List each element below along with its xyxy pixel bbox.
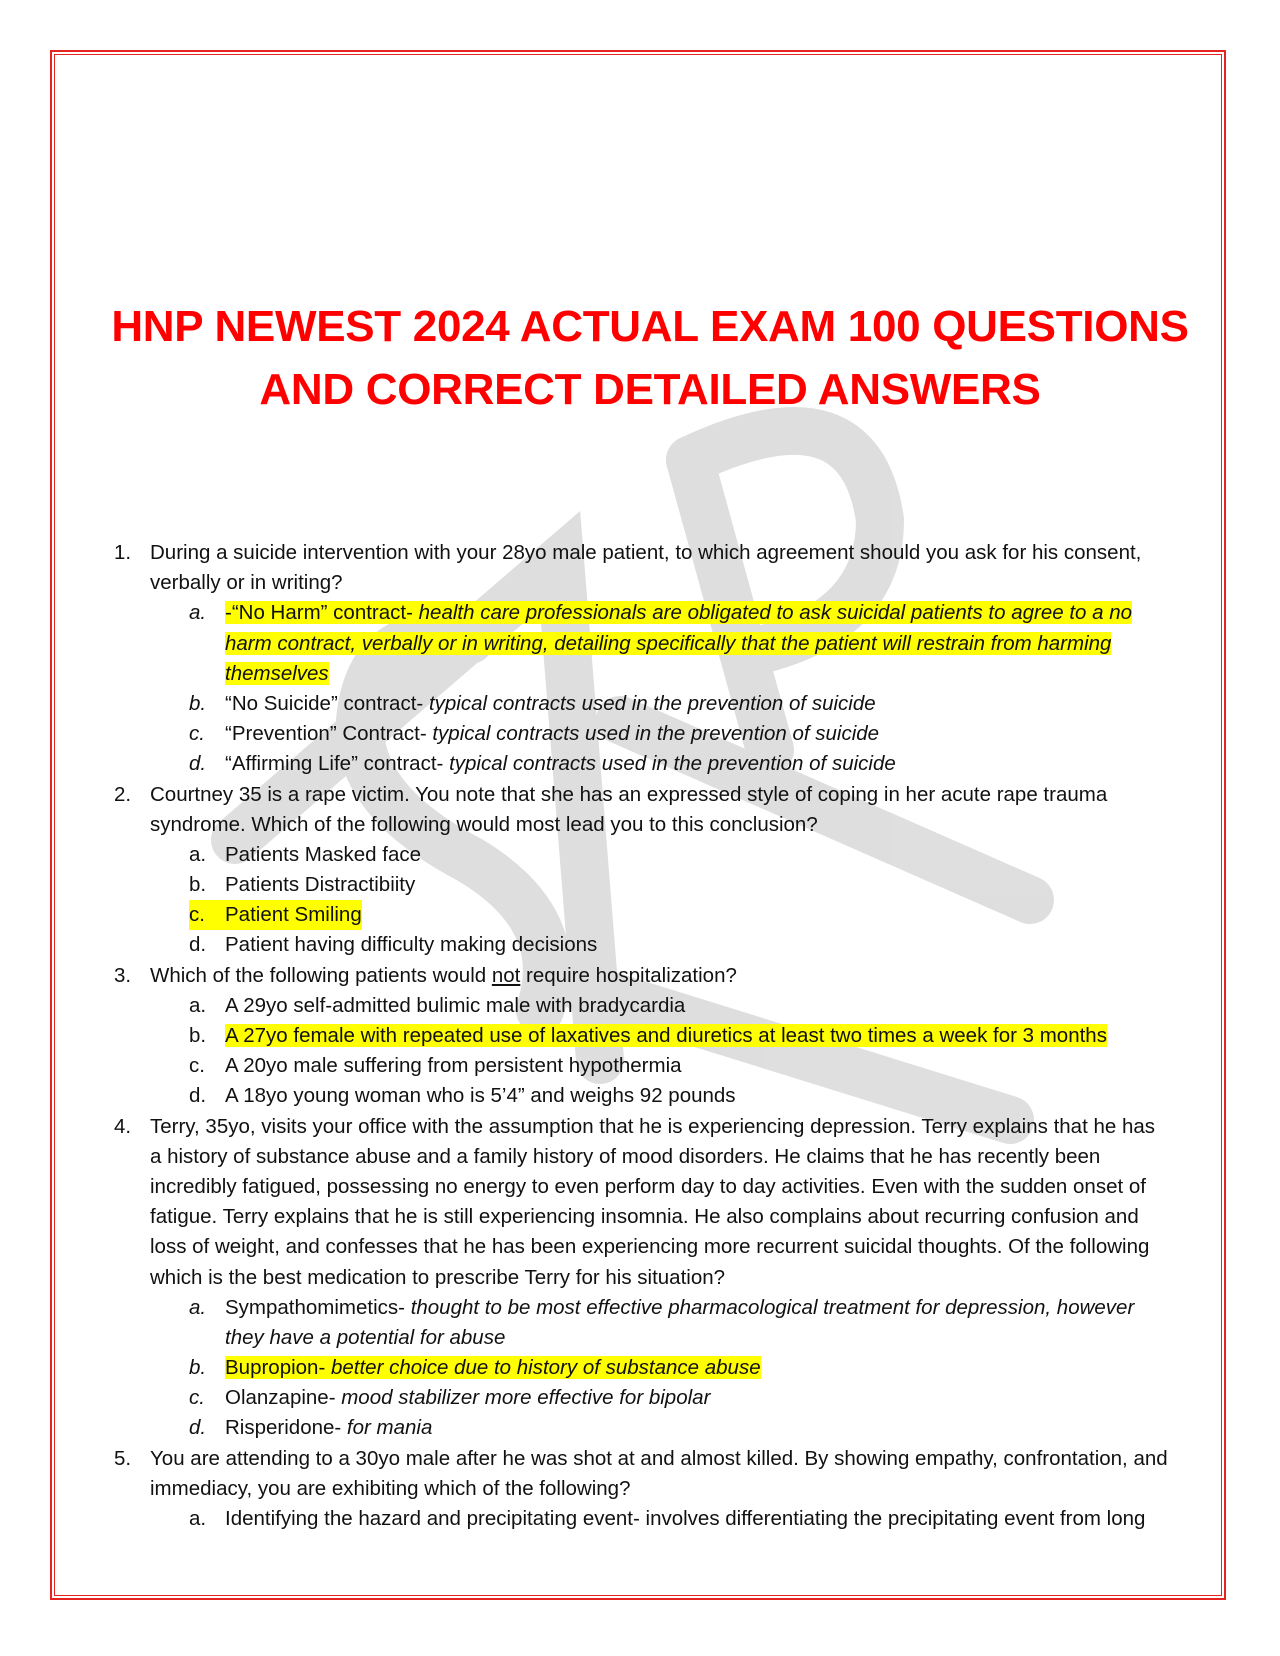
option-letter: a. xyxy=(189,1295,207,1319)
option-letter: c. xyxy=(189,1386,205,1410)
text-segment: A 29yo self-admitted bulimic male with bradycardia xyxy=(225,993,686,1017)
option-text xyxy=(225,1504,1145,1534)
text-segment: which is the best medication to prescribe Terry for his situation? xyxy=(150,1265,726,1289)
option-letter: d. xyxy=(189,1084,207,1108)
question-text xyxy=(150,538,1141,568)
text-underlined: not xyxy=(491,963,521,987)
question-stem-line xyxy=(0,1263,1280,1293)
option-letter: b. xyxy=(189,1356,207,1380)
option-text xyxy=(225,1051,682,1081)
text-segment: “No Suicide” contract- xyxy=(225,691,429,715)
option-text xyxy=(225,689,876,719)
question-text xyxy=(150,1142,1100,1172)
option-letter: d. xyxy=(189,752,207,776)
answer-option-line xyxy=(0,719,1280,749)
text-segment: require hospitalization? xyxy=(520,963,737,987)
question-item xyxy=(0,961,1280,1112)
text-italic: themselves xyxy=(225,661,329,685)
text-segment: -“No Harm” contract- xyxy=(225,601,419,625)
answer-option-line xyxy=(0,930,1280,960)
correct-answer-text xyxy=(225,659,329,689)
questions-list xyxy=(0,538,1280,1534)
question-text xyxy=(150,1202,1139,1232)
option-text xyxy=(225,1323,505,1353)
question-number: 2. xyxy=(114,782,132,806)
text-segment: A 27yo female with repeated use of laxatives and diuretics at least two times a week for 3 months xyxy=(225,1024,1107,1047)
title-line-2: AND CORRECT DETAILED ANSWERS xyxy=(259,365,1041,414)
text-italic: mood stabilizer more effective for bipolar xyxy=(341,1386,711,1410)
question-text xyxy=(150,780,1107,810)
question-number: 5. xyxy=(114,1446,132,1470)
answer-option-line xyxy=(0,1504,1280,1534)
text-italic: typical contracts used in the prevention of suicide xyxy=(428,691,876,715)
document-title xyxy=(60,295,1240,421)
text-segment: A 18yo young woman who is 5’4” and weighs 92 pounds xyxy=(225,1084,736,1108)
text-italic: typical contracts used in the prevention of suicide xyxy=(449,752,896,776)
text-segment: Patient having difficulty making decisions xyxy=(225,933,598,957)
option-text xyxy=(225,719,879,749)
answer-option-line xyxy=(0,689,1280,719)
text-segment: incredibly fatigued, possessing no energy to even perform day to day activities. Even with the sudden onset of xyxy=(150,1174,1146,1198)
question-text xyxy=(150,1112,1155,1142)
text-italic: thought to be most effective pharmacological treatment for depression, however xyxy=(410,1295,1135,1319)
answer-option-line xyxy=(0,991,1280,1021)
question-number: 1. xyxy=(114,541,132,564)
text-italic: health care professionals are obligated to ask suicidal patients to agree to a no xyxy=(418,601,1133,625)
option-letter: d. xyxy=(189,1416,207,1440)
question-stem-line xyxy=(0,1172,1280,1202)
text-segment: Courtney 35 is a rape victim. You note that she has an expressed style of coping in her acute rape trauma xyxy=(150,782,1108,806)
answer-option-line xyxy=(0,870,1280,900)
question-item xyxy=(0,1444,1280,1535)
question-text xyxy=(150,568,343,598)
question-stem-line xyxy=(0,538,1280,568)
option-letter: c. xyxy=(189,722,205,746)
correct-answer-text xyxy=(225,1353,761,1383)
question-text xyxy=(150,1263,725,1293)
correct-answer-text xyxy=(225,629,1111,659)
question-number: 3. xyxy=(114,963,132,987)
option-letter: a. xyxy=(189,601,207,625)
answer-option-line xyxy=(0,598,1280,628)
question-number: 4. xyxy=(114,1114,132,1138)
option-letter: c. xyxy=(189,900,217,930)
option-text xyxy=(225,930,597,960)
text-italic: they have a potential for abuse xyxy=(225,1325,506,1349)
option-text xyxy=(225,1383,710,1413)
option-text xyxy=(225,1413,432,1443)
text-segment: Risperidone- xyxy=(225,1416,347,1440)
text-segment: immediacy, you are exhibiting which of the following? xyxy=(150,1476,631,1500)
option-text xyxy=(225,870,415,900)
answer-option-line xyxy=(0,749,1280,779)
text-italic: better choice due to history of substance abuse xyxy=(330,1356,761,1380)
question-stem-line xyxy=(0,780,1280,810)
text-segment: verbally or in writing? xyxy=(150,571,343,595)
text-segment: Terry, 35yo, visits your office with the assumption that he is experiencing depression. Terry explains that he has xyxy=(150,1114,1156,1138)
text-segment: Bupropion- xyxy=(225,1356,331,1380)
question-item xyxy=(0,1112,1280,1444)
text-segment: Patient Smiling xyxy=(225,903,362,927)
answer-option-line xyxy=(0,1413,1280,1443)
text-segment: A 20yo male suffering from persistent hypothermia xyxy=(225,1054,682,1078)
correct-answer-text xyxy=(225,1021,1107,1051)
text-segment: Identifying the hazard and precipitating event- involves differentiating the precipitating event from long xyxy=(225,1507,1146,1530)
text-segment: “Affirming Life” contract- xyxy=(225,752,450,776)
answer-option-line xyxy=(0,1353,1280,1383)
option-text xyxy=(225,1293,1134,1323)
text-segment: Patients Distractibiity xyxy=(225,873,416,897)
answer-option-line xyxy=(0,900,1280,930)
text-segment: Which of the following patients would xyxy=(150,963,492,987)
option-letter: a. xyxy=(189,993,207,1017)
question-stem-line xyxy=(0,961,1280,991)
question-stem-line xyxy=(0,810,1280,840)
text-segment: “Prevention” Contract- xyxy=(225,722,433,746)
option-text xyxy=(225,1081,736,1111)
text-segment: You are attending to a 30yo male after he was shot at and almost killed. By showing empathy, confrontation, and xyxy=(150,1446,1168,1470)
text-italic: typical contracts used in the prevention of suicide xyxy=(432,722,880,746)
question-text xyxy=(150,1444,1168,1474)
question-text xyxy=(150,961,737,991)
text-segment: fatigue. Terry explains that he is still experiencing insomnia. He also complains about recurring confusion and xyxy=(150,1205,1139,1229)
answer-option-line xyxy=(0,1383,1280,1413)
text-segment: a history of substance abuse and a family history of mood disorders. He claims that he has recently been xyxy=(150,1144,1101,1168)
question-stem-line xyxy=(0,1474,1280,1504)
option-text xyxy=(225,991,685,1021)
question-text xyxy=(150,810,818,840)
answer-option-line xyxy=(0,1081,1280,1111)
text-italic: for mania xyxy=(346,1416,433,1440)
option-letter: d. xyxy=(189,933,207,957)
option-letter: a. xyxy=(189,1507,207,1530)
answer-option-line xyxy=(0,1021,1280,1051)
answer-option-line xyxy=(0,1051,1280,1081)
answer-option-line xyxy=(0,659,1280,689)
text-segment: syndrome. Which of the following would most lead you to this conclusion? xyxy=(150,812,818,836)
question-stem-line xyxy=(0,1202,1280,1232)
question-text xyxy=(150,1172,1146,1202)
correct-answer-text xyxy=(225,598,1132,628)
question-text xyxy=(150,1232,1149,1262)
question-stem-line xyxy=(0,1232,1280,1262)
question-text xyxy=(150,1474,630,1504)
question-stem-line xyxy=(0,1142,1280,1172)
question-item xyxy=(0,780,1280,961)
answer-option-line xyxy=(0,629,1280,659)
answer-option-line xyxy=(0,840,1280,870)
option-text xyxy=(225,749,896,779)
answer-option-line xyxy=(0,1323,1280,1353)
option-letter: c. xyxy=(189,1054,205,1078)
option-letter: a. xyxy=(189,842,207,866)
text-italic: harm contract, verbally or in writing, detailing specifically that the patient will restrain from harming xyxy=(225,631,1112,655)
text-segment: During a suicide intervention with your 28yo male patient, to which agreement should you ask for his consent, xyxy=(150,541,1142,564)
question-stem-line xyxy=(0,1444,1280,1474)
text-segment: loss of weight, and confesses that he has been experiencing more recurrent suicidal thoughts. Of the following xyxy=(150,1235,1150,1259)
question-item xyxy=(0,538,1280,780)
option-letter: b. xyxy=(189,873,207,897)
correct-answer-text xyxy=(211,900,362,930)
question-stem-line xyxy=(0,1112,1280,1142)
option-letter: b. xyxy=(189,1024,207,1047)
option-letter: b. xyxy=(189,691,207,715)
text-segment: Patients Masked face xyxy=(225,842,421,866)
text-segment: Olanzapine- xyxy=(225,1386,342,1410)
answer-option-line xyxy=(0,1293,1280,1323)
option-text xyxy=(225,840,421,870)
question-stem-line xyxy=(0,568,1280,598)
title-line-1: HNP NEWEST 2024 ACTUAL EXAM 100 QUESTIONS xyxy=(111,302,1189,351)
text-segment: Sympathomimetics- xyxy=(225,1295,411,1319)
